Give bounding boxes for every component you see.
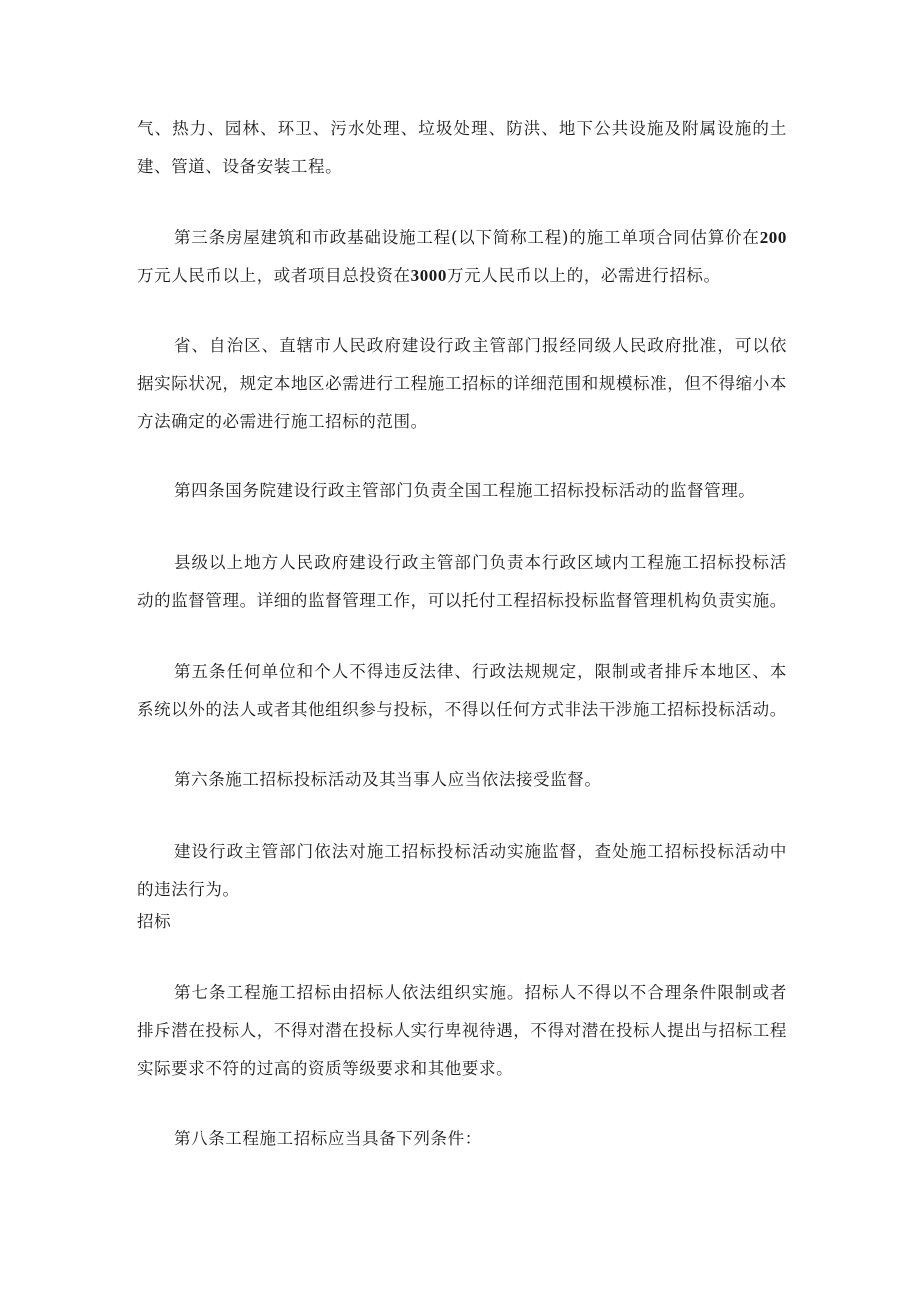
paragraph-provincial-rules: 省、自治区、直辖市人民政府建设行政主管部门报经同级人民政府批准，可以依据实际状况，规定本地区必需进行工程施工招标的详细范围和规模标准，但不得缩小本方法确定的必需进行施工招标的范围。 — [137, 336, 787, 431]
paragraph-article-5: 第五条任何单位和个人不得违反法律、行政法规规定，限制或者排斥本地区、本系统以外的法人或者其他组织参与投标，不得以任何方式非法干涉施工招标投标活动。 — [137, 662, 787, 719]
paragraph-local-supervision: 县级以上地方人民政府建设行政主管部门负责本行政区域内工程施工招标投标活动的监督管理。详细的监督管理工作，可以托付工程招标投标监督管理机构负责实施。 — [137, 553, 787, 610]
paragraph-article-4: 第四条国务院建设行政主管部门负责全国工程施工招标投标活动的监督管理。 — [174, 481, 756, 500]
paragraph-article-8: 第八条工程施工招标应当具备下列条件： — [174, 1129, 482, 1148]
section-heading-tendering: 招标 — [137, 912, 172, 931]
paragraph-article-7: 第七条工程施工招标由招标人依法组织实施。招标人不得以不合理条件限制或者排斥潜在投标人，不得对潜在投标人实行卑视待遇，不得对潜在投标人提出与招标工程实际要求不符的过高的资质等级要求和其他要求。 — [137, 983, 787, 1078]
number-value: 3000 — [410, 266, 448, 285]
number-value: 200 — [759, 228, 787, 247]
paragraph-article-3: 第三条房屋建筑和市政基础设施工程(以下简称工程)的施工单项合同估算价在200万元人民币以上，或者项目总投资在3000万元人民币以上的，必需进行招标。 — [137, 228, 787, 285]
paragraph-continuation-utilities: 气、热力、园林、环卫、污水处理、垃圾处理、防洪、地下公共设施及附属设施的土建、管道、设备安装工程。 — [137, 119, 787, 176]
paragraph-article-6: 第六条施工招标投标活动及其当事人应当依法接受监督。 — [174, 770, 602, 789]
paragraph-supervision-enforcement: 建设行政主管部门依法对施工招标投标活动实施监督，查处施工招标投标活动中的违法行为。 — [137, 842, 787, 899]
